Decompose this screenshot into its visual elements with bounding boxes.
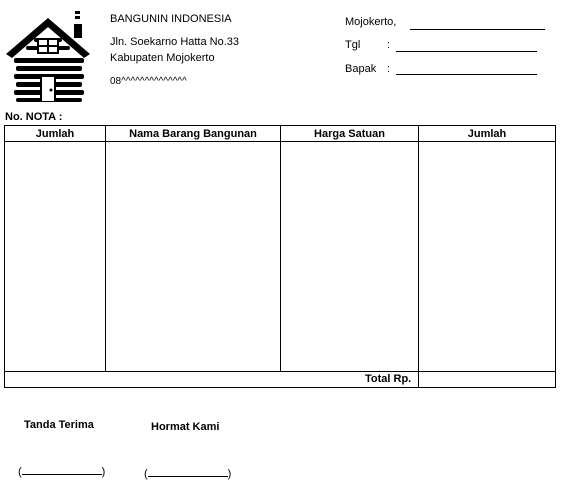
header-unit-price: Harga Satuan [314, 128, 385, 140]
house-logo-icon [4, 10, 98, 102]
subtotal-cell[interactable] [419, 142, 555, 371]
header-item-name: Nama Barang Bangunan [129, 128, 257, 140]
nota-table [4, 125, 556, 388]
total-value-cell[interactable] [419, 372, 555, 387]
total-label: Total Rp. [365, 373, 412, 385]
header-quantity: Jumlah [35, 128, 75, 140]
nota-number-label: No. NOTA : [5, 111, 63, 123]
customer-label: Bapak [345, 63, 377, 75]
company-phone: 08^^^^^^^^^^^^^^ [110, 76, 187, 87]
open-paren: ( [18, 466, 22, 478]
quantity-cell[interactable] [5, 142, 105, 371]
item-name-cell[interactable] [106, 142, 280, 371]
company-name: BANGUNIN INDONESIA [110, 13, 232, 25]
company-address: Jln. Soekarno Hatta No.33 [110, 36, 240, 48]
open-paren: ( [144, 468, 148, 480]
sender-signature-line[interactable] [144, 464, 231, 480]
date-label: Tgl [345, 39, 361, 51]
company-city: Kabupaten Mojokerto [110, 52, 215, 64]
receiver-signature-label: Tanda Terima [24, 419, 94, 431]
customer-field[interactable] [396, 74, 537, 75]
header-subtotal: Jumlah [467, 128, 507, 140]
unit-price-cell[interactable] [281, 142, 418, 371]
receiver-signature-line[interactable] [18, 462, 105, 478]
date-colon: : [387, 39, 391, 51]
sender-signature-label: Hormat Kami [151, 421, 220, 433]
place-label: Mojokerto, [345, 16, 397, 28]
place-date-field[interactable] [410, 29, 545, 30]
date-field[interactable] [396, 51, 537, 52]
close-paren: ) [227, 468, 232, 480]
close-paren: ) [101, 466, 106, 478]
customer-colon: : [387, 63, 391, 75]
